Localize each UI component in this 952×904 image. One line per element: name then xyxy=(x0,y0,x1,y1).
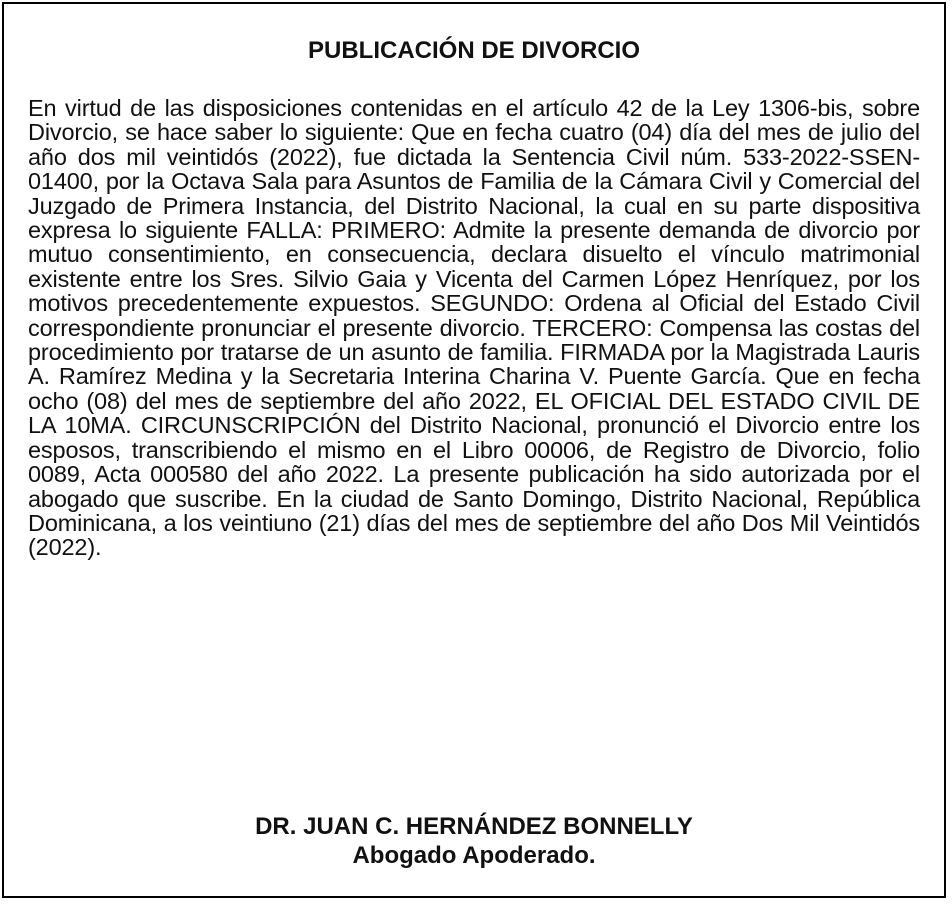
notice-body: En virtud de las disposiciones contenidas en el artículo 42 de la Ley 1306-bis, sobre Divorcio, se hace saber lo siguiente: Que en fecha cuatro (04) día del mes de julio del año dos mil veintidós (2022), fue dictada la Sentencia Civil núm. 533-2022-SSEN-01400, por la Octava Sala para Asuntos de Familia de la Cámara Civil y Comercial del Juzgado de Primera Instancia, del Distrito Nacional, la cual en su parte dispositiva expresa lo siguiente FALLA: PRIMERO: Admite la presente demanda de divorcio por mutuo consentimiento, en consecuencia, declara disuelto el vínculo matrimonial existente entre los Sres. Silvio Gaia y Vicenta del Carmen López Henríquez, por los motivos precedentemente expuestos. SEGUNDO: Ordena al Oficial del Estado Civil correspondiente pronunciar el presente divorcio. TERCERO: Compensa las costas del procedimiento por tratarse de un asunto de familia. FIRMADA por la Magistrada Lauris A. Ramírez Medina y la Secretaria Interina Charina V. Puente García. Que en fecha ocho (08) del mes de septiembre del año 2022, EL OFICIAL DEL ESTADO CIVIL DE LA 10MA. CIRCUNSCRIPCIÓN del Distrito Nacional, pronunció el Divorcio entre los esposos, transcribiendo el mismo en el Libro 00006, de Registro de Divorcio, folio 0089, Acta 000580 del año 2022. La presente publicación ha sido autorizada por el abogado que suscribe. En la ciudad de Santo Domingo, Distrito Nacional, República Dominicana, a los veintiuno (21) días del mes de septiembre del año Dos Mil Veintidós (2022). xyxy=(28,95,920,561)
notice-title: PUBLICACIÓN DE DIVORCIO xyxy=(307,37,640,64)
signature-block xyxy=(4,812,944,870)
signature-name: DR. JUAN C. HERNÁNDEZ BONNELLY xyxy=(255,813,693,840)
notice-frame xyxy=(2,2,946,898)
signature-role: Abogado Apoderado. xyxy=(352,842,596,869)
